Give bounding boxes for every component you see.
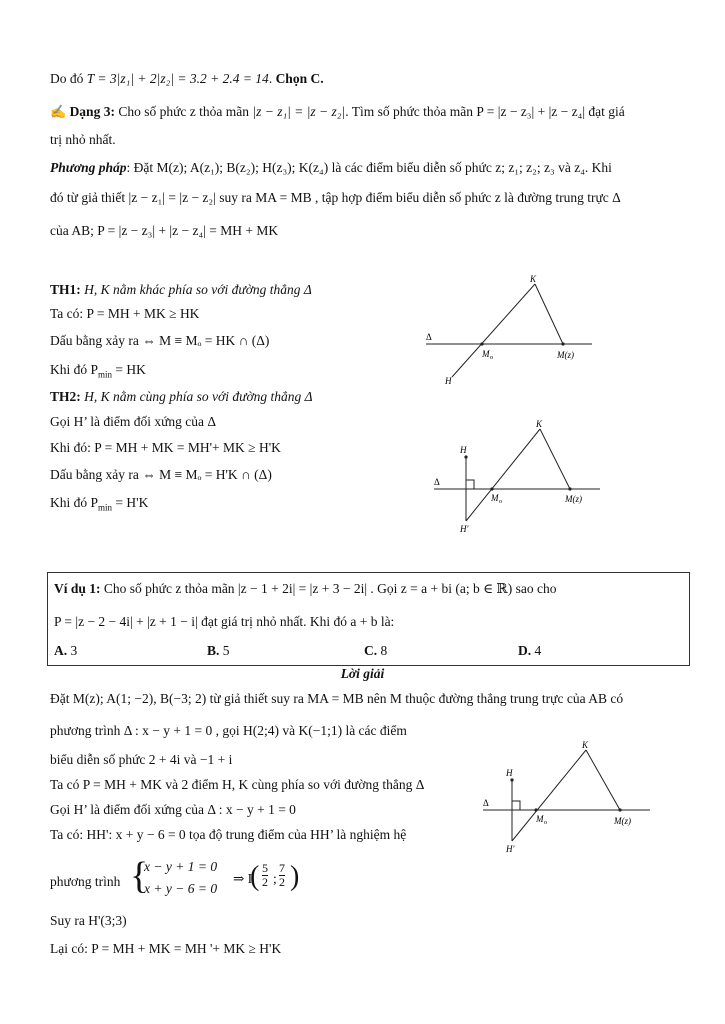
figure-label: Δ — [483, 798, 489, 808]
figure-case1 — [420, 272, 600, 387]
solution-line4: Ta có P = MH + MK và 2 điểm H, K cùng phía so với đường thẳng Δ — [50, 777, 425, 792]
formula: T = 3|z₁| + 2|z₂| = 3.2 + 2.4 = 14 — [86, 71, 269, 86]
figure-label: M — [491, 493, 499, 503]
figure-label: o — [544, 820, 547, 826]
solution-line8: Suy ra H'(3;3) — [50, 913, 127, 928]
example-line1 — [54, 580, 556, 598]
figure-label: H — [460, 445, 467, 455]
paren-close: ) — [290, 861, 300, 892]
denominator: 2 — [262, 875, 268, 889]
case-title: TH1: — [50, 282, 81, 297]
text: Khi đó P — [50, 362, 99, 377]
subscript: min — [98, 502, 113, 513]
option-label: A. — [54, 643, 68, 658]
solution-line6: Ta có: HH': x + y − 6 = 0 tọa độ trung điểm của HH’ là nghiệm hệ — [50, 827, 407, 842]
text: . — [268, 71, 276, 86]
figure-label: H' — [506, 844, 515, 854]
option-value: 5 — [219, 643, 230, 658]
figure-label: H — [506, 768, 513, 778]
solution-line5: Gọi H’ là điểm đối xứng của Δ : x − y + 1 = 0 — [50, 802, 296, 817]
option-b[interactable] — [207, 642, 230, 660]
text: phương trình — [50, 874, 121, 889]
figure-label: M — [482, 349, 490, 359]
figure-label: M(z) — [557, 350, 574, 360]
option-value: 8 — [377, 643, 388, 658]
figure-label: H — [445, 376, 452, 386]
answer-choice: Chọn C. — [275, 71, 324, 86]
th1-line1: Ta có: P = MH + MK ≥ HK — [50, 306, 200, 321]
left-brace: { — [130, 855, 149, 897]
figure-label: M(z) — [565, 494, 582, 504]
formula: |z − z₁| = |z − z₂| — [252, 104, 346, 119]
figure-case2 — [428, 415, 608, 537]
figure-label: M — [536, 814, 544, 824]
th2-heading — [50, 388, 313, 406]
figure-label: Δ — [434, 477, 440, 487]
solution-line3: biểu diễn số phức 2 + 4i và −1 + i — [50, 752, 233, 767]
th1-line3 — [50, 361, 146, 384]
figure-label: M(z) — [614, 816, 631, 826]
text: Khi đó P — [50, 495, 99, 510]
figure-label: H' — [460, 524, 469, 534]
option-label: C. — [364, 643, 378, 658]
example-line2: P = |z − 2 − 4i| + |z + 1 − i| đạt giá trị nhỏ nhất. Khi đó a + b là: — [54, 614, 395, 629]
figure-label: K — [582, 740, 589, 750]
figure-label: o — [499, 499, 502, 505]
option-d[interactable] — [518, 642, 541, 660]
dang3-heading — [50, 103, 625, 121]
text: Cho số phức z thỏa mãn — [114, 104, 253, 119]
method-line1 — [50, 159, 612, 177]
section-title: Dạng 3: — [69, 104, 115, 119]
paren-open: ( — [250, 861, 260, 892]
case-title: TH2: — [50, 389, 81, 404]
equation-2: x + y − 6 = 0 — [144, 881, 218, 896]
method-title: Phương pháp — [50, 160, 127, 175]
option-c[interactable] — [364, 642, 387, 660]
method-line3: của AB; P = |z − z₃| + |z − z₄| = MH + MK — [50, 223, 279, 238]
text: = HK — [112, 362, 146, 377]
text: H, K nằm cùng phía so với đường thẳng Δ — [80, 389, 313, 404]
result-line — [50, 70, 324, 88]
implies-text: ⇒ I — [233, 871, 253, 886]
denominator: 2 — [279, 875, 285, 889]
solution-line9: Lại có: P = MH + MK = MH '+ MK ≥ H'K — [50, 941, 282, 956]
figure-label: Δ — [426, 332, 432, 342]
text: Do đó — [50, 71, 87, 86]
th1-heading — [50, 281, 312, 299]
text: = H'K — [112, 495, 149, 510]
fraction-y — [279, 862, 285, 889]
option-value: 4 — [531, 643, 542, 658]
text: Cho số phức z thỏa mãn |z − 1 + 2i| = |z + 3 − 2i| . Gọi z = a + bi (a; b ∈ ℝ) sao cho — [100, 581, 557, 596]
text: H, K nằm khác phía so với đường thẳng Δ — [80, 282, 312, 297]
figure-label: K — [536, 419, 543, 429]
solution-line2: phương trình Δ : x − y + 1 = 0 , gọi H(2;4) và K(−1;1) là các điểm — [50, 723, 407, 738]
figure-example — [478, 736, 658, 861]
th2-line3: Dấu bằng xảy ra ⇔ M ≡ Mₒ = H'K ∩ (Δ) — [50, 467, 272, 482]
th2-line2: Khi đó: P = MH + MK = MH'+ MK ≥ H'K — [50, 440, 281, 455]
separator: ; — [273, 871, 277, 886]
subscript: min — [98, 369, 113, 380]
equation-1: x − y + 1 = 0 — [144, 859, 218, 874]
dang3-line2: trị nhỏ nhất. — [50, 132, 116, 147]
option-label: D. — [518, 643, 532, 658]
th2-line1: Gọi H’ là điểm đối xứng của Δ — [50, 414, 217, 429]
example-title: Ví dụ 1: — [54, 581, 101, 596]
option-a[interactable] — [54, 642, 77, 660]
text: : Đặt M(z); A(z₁); B(z₂); H(z₃); K(z₄) là các điểm biểu diễn số phức z; z₁; z₂; z₃ và z₄. Khi — [126, 160, 612, 175]
text: . Tìm số phức thỏa mãn P = |z − z₃| + |z − z₄| đạt giá — [345, 104, 625, 119]
writing-hand-icon: ✍ — [50, 104, 67, 119]
option-value: 3 — [67, 643, 78, 658]
fraction-x — [262, 862, 268, 889]
th2-line4 — [50, 494, 148, 517]
figure-label: o — [490, 355, 493, 361]
numerator: 5 — [262, 861, 268, 875]
point-label: K — [530, 274, 537, 284]
solution-heading: Lời giải — [340, 666, 385, 681]
solution-line1: Đặt M(z); A(1; −2), B(−3; 2) từ giả thiết suy ra MA = MB nên M thuộc đường thẳng trung trực của AB có — [50, 691, 624, 706]
numerator: 7 — [279, 861, 285, 875]
option-label: B. — [207, 643, 220, 658]
method-line2: đó từ giả thiết |z − z₁| = |z − z₂| suy ra MA = MB , tập hợp điểm biểu diễn số phức z là đường trung trực Δ — [50, 190, 621, 205]
th1-line2: Dấu bằng xảy ra ⇔ M ≡ Mₒ = HK ∩ (Δ) — [50, 333, 270, 348]
